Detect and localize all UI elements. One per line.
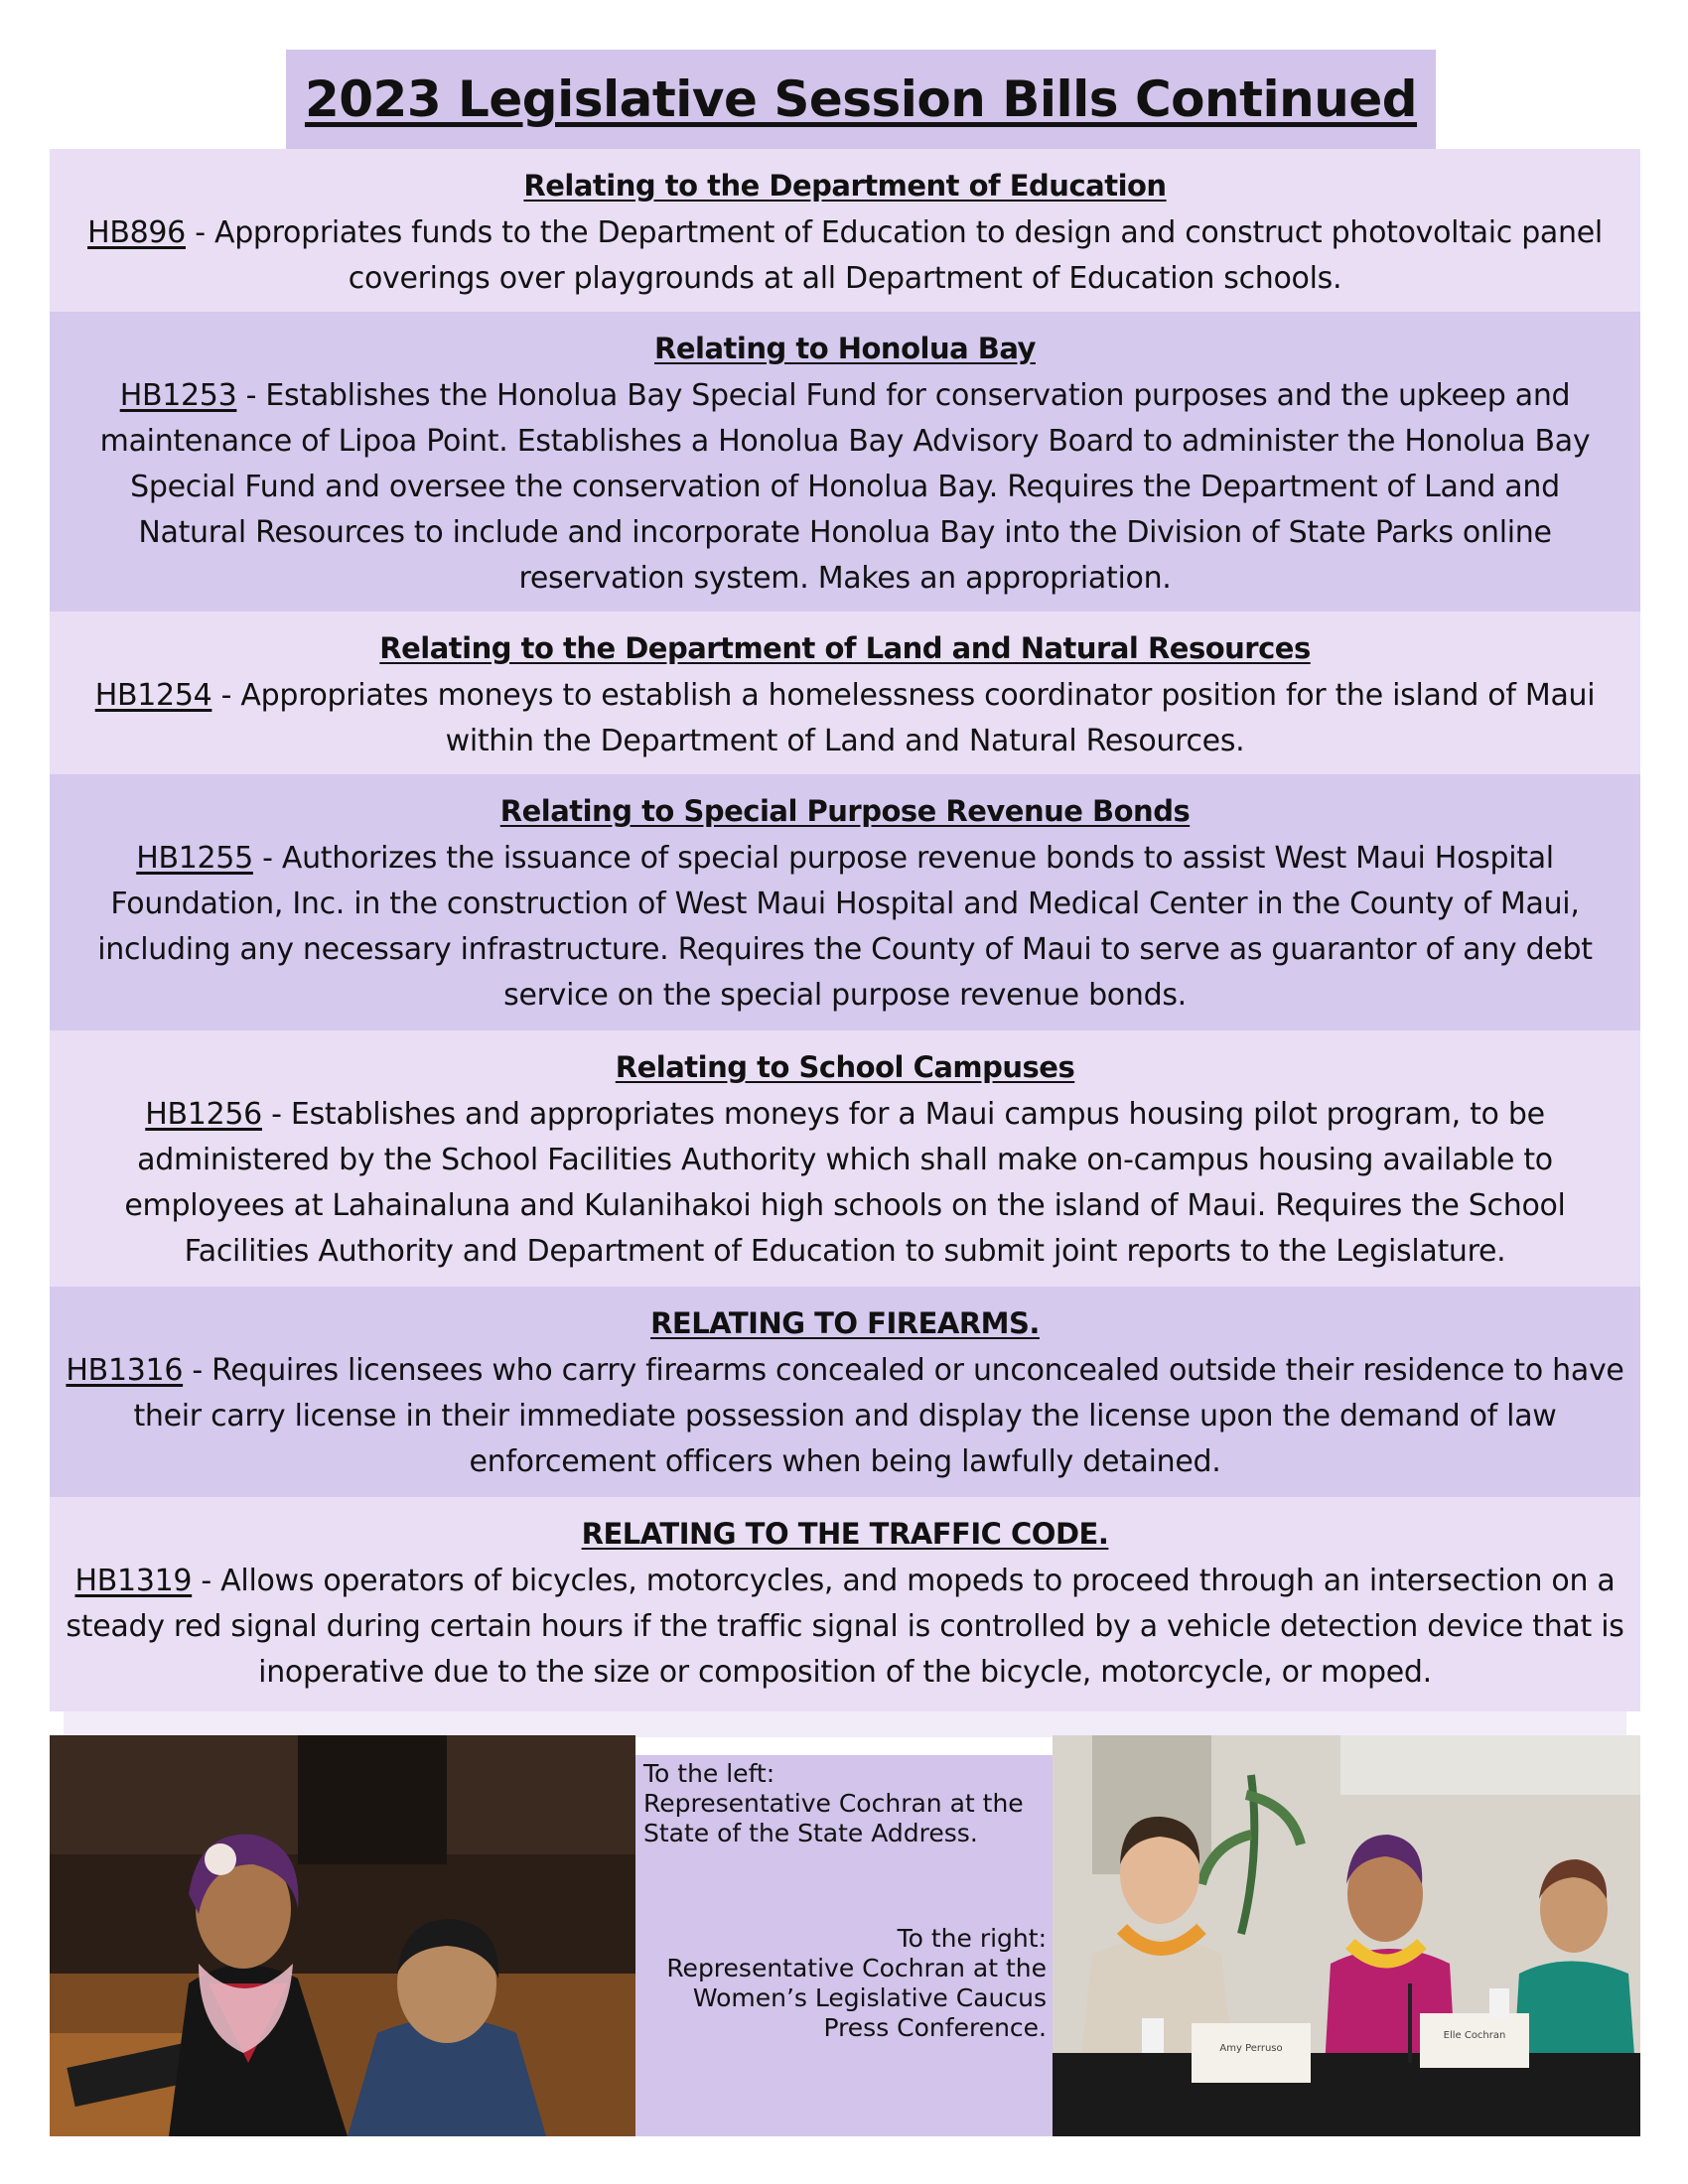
bill-text: - Requires licensees who carry firearms concealed or unconcealed outside their residence to have their carry license in their immediate possession and display the license upon the demand of law enforcement officers when being lawfully detained. — [133, 1353, 1624, 1479]
bill-link-hb1316[interactable]: HB1316 — [66, 1353, 184, 1388]
bill-section-hb1319 — [50, 1497, 1640, 1711]
bill-section-hb1316 — [50, 1287, 1640, 1497]
bill-section-hb1255 — [50, 774, 1640, 1030]
bill-section-hb1254 — [50, 612, 1640, 774]
bill-heading: Relating to the Department of Land and Natural Resources — [379, 631, 1311, 665]
bill-link-hb1319[interactable]: HB1319 — [74, 1564, 193, 1598]
bill-heading: Relating to School Campuses — [615, 1050, 1075, 1084]
bill-text: - Allows operators of bicycles, motorcycles, and mopeds to proceed through an intersection on a steady red signal during certain hours if the traffic signal is controlled by a vehicle detection device that is inoperative due to the size or composition of the bicycle, motorcycle, or moped. — [66, 1564, 1624, 1690]
bill-description — [64, 1559, 1626, 1696]
caption-left-line: State of the State Address. — [643, 1819, 978, 1847]
bill-heading: Relating to Honolua Bay — [654, 332, 1036, 365]
bill-link-hb896[interactable]: HB896 — [87, 215, 186, 250]
bill-text: - Authorizes the issuance of special purpose revenue bonds to assist West Maui Hospital Foundation, Inc. in the construction of West Maui Hospital and Medical Center in the County of Maui, including any necessary infrastructure. Requires the County of Maui to serve as guarantor of any debt service on the special purpose revenue bonds. — [97, 841, 1593, 1013]
bill-description — [64, 1092, 1626, 1275]
caption-right — [666, 1924, 1047, 2043]
nameplate-2: Elle Cochran — [1443, 2030, 1506, 2041]
photo-state-of-the-state — [50, 1735, 635, 2136]
caption-right-line: Press Conference. — [823, 2013, 1047, 2042]
divider-strip — [64, 1711, 1626, 1737]
caption-right-line: Women’s Legislative Caucus — [692, 1983, 1047, 2012]
page-title: 2023 Legislative Session Bills Continued — [304, 70, 1418, 128]
bills-list — [50, 149, 1640, 1711]
bill-link-hb1256[interactable]: HB1256 — [145, 1097, 262, 1132]
photo-left-illustration — [50, 1735, 635, 2136]
bill-heading: Relating to Special Purpose Revenue Bonds — [499, 794, 1191, 828]
bill-text: - Establishes and appropriates moneys for a Maui campus housing pilot program, to be administered by the School Facilities Authority which shall make on-campus housing available to employees at Lahainaluna and Kulanihakoi high schools on the island of Maui. Requires the School Facilities Authority and Department of Education to submit joint reports to the Legislature. — [124, 1097, 1566, 1269]
caption-left — [643, 1759, 1024, 1848]
bill-description — [64, 1348, 1626, 1485]
caption-right-line: Representative Cochran at the — [666, 1954, 1047, 1982]
bill-heading: RELATING TO THE TRAFFIC CODE. — [581, 1517, 1109, 1551]
photo-press-conference — [1053, 1735, 1640, 2136]
caption-box — [635, 1755, 1053, 2136]
bill-text: - Appropriates moneys to establish a homelessness coordinator position for the island of Maui within the Department of Land and Natural Resources. — [211, 678, 1596, 758]
caption-right-line: To the right: — [897, 1924, 1047, 1953]
title-banner — [286, 50, 1436, 149]
bill-link-hb1254[interactable]: HB1254 — [94, 678, 212, 713]
bill-text: - Establishes the Honolua Bay Special Fund for conservation purposes and the upkeep and maintenance of Lipoa Point. Establishes a Honolua Bay Advisory Board to administer the Honolua Bay Special Fund and oversee the conservation of Honolua Bay. Requires the Department of Land and Natural Resources to include and incorporate Honolua Bay into the Division of State Parks online reservation system. Makes an appropriation. — [99, 378, 1591, 596]
bill-heading: Relating to the Department of Education — [523, 169, 1167, 203]
caption-left-line: Representative Cochran at the — [643, 1789, 1024, 1818]
bill-link-hb1255[interactable]: HB1255 — [136, 841, 253, 876]
bill-section-hb1253 — [50, 312, 1640, 612]
photo-right-illustration — [1053, 1735, 1640, 2136]
bill-section-hb1256 — [50, 1030, 1640, 1287]
caption-left-line: To the left: — [643, 1759, 775, 1788]
bill-description — [64, 836, 1626, 1019]
bill-description — [73, 373, 1617, 602]
bill-heading: RELATING TO FIREARMS. — [650, 1306, 1040, 1340]
bill-description — [64, 210, 1626, 302]
bill-section-hb896 — [50, 149, 1640, 312]
bill-link-hb1253[interactable]: HB1253 — [119, 378, 237, 413]
bill-text: - Appropriates funds to the Department of Education to design and construct photovoltaic panel coverings over playgrounds at all Department of Education schools. — [185, 215, 1603, 296]
nameplate-1: Amy Perruso — [1219, 2043, 1283, 2054]
bill-description — [64, 673, 1626, 764]
